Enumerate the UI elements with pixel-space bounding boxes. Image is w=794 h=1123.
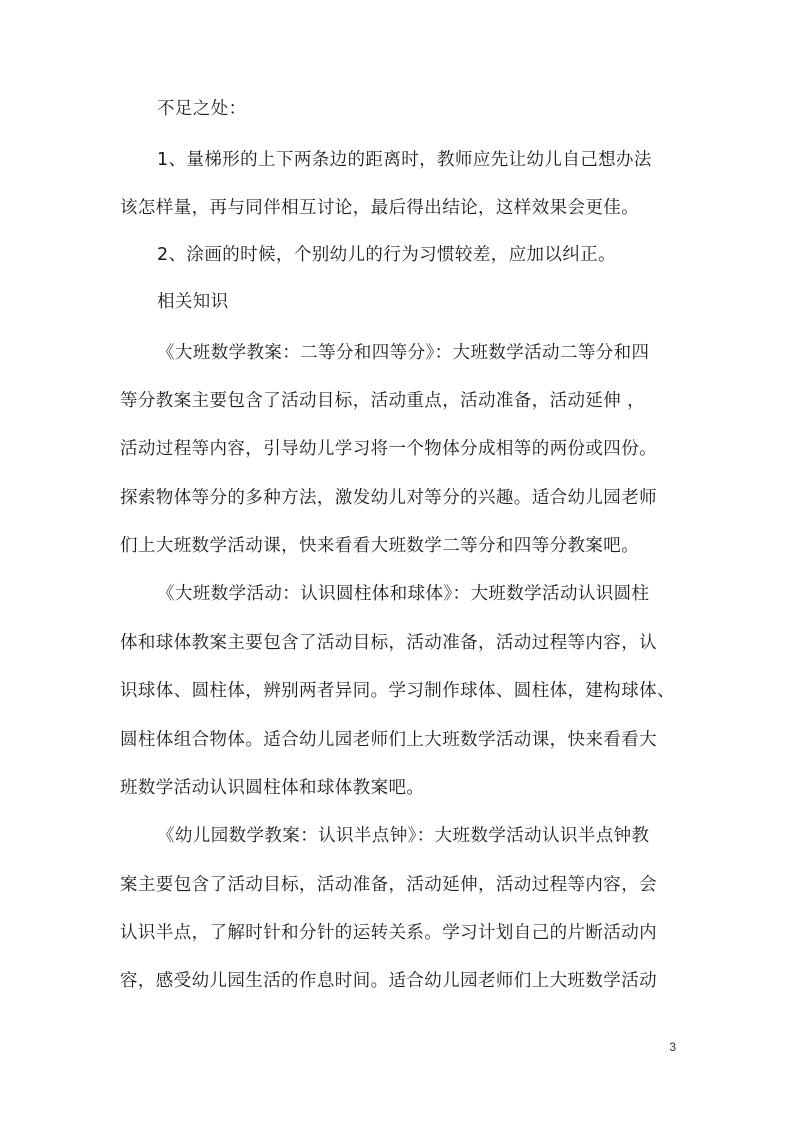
page-number: 3 bbox=[669, 1040, 676, 1054]
text-line: 不足之处： bbox=[157, 99, 247, 119]
text-line: 识球体、圆柱体，辨别两者异同。学习制作球体、圆柱体，建构球体、 bbox=[120, 681, 675, 701]
text-line: 《大班数学教案：二等分和四等分》：大班数学活动二等分和四 bbox=[157, 343, 650, 363]
text-line: 《大班数学活动：认识圆柱体和球体》：大班数学活动认识圆柱 bbox=[157, 584, 650, 604]
section-heading: 相关知识 bbox=[157, 292, 229, 312]
text-line: 体和球体教案主要包含了活动目标，活动准备，活动过程等内容，认 bbox=[120, 633, 657, 653]
text-line: 圆柱体组合物体。适合幼儿园老师们上大班数学活动课，快来看看大 bbox=[120, 730, 657, 750]
text-line: 案主要包含了活动目标，活动准备，活动延伸，活动过程等内容，会 bbox=[120, 875, 657, 895]
text-line: 班数学活动认识圆柱体和球体教案吧。 bbox=[120, 778, 425, 798]
text-line: 活动过程等内容，引导幼儿学习将一个物体分成相等的两份或四份。 bbox=[120, 439, 657, 459]
text-line: 《幼儿园数学教案：认识半点钟》：大班数学活动认识半点钟教 bbox=[157, 826, 650, 846]
text-line: 探索物体等分的多种方法，激发幼儿对等分的兴趣。适合幼儿园老师 bbox=[120, 488, 657, 508]
text-line: 们上大班数学活动课，快来看看大班数学二等分和四等分教案吧。 bbox=[120, 536, 640, 556]
text-line: 1、量梯形的上下两条边的距离时，教师应先让幼儿自己想办法 bbox=[157, 150, 652, 170]
text-line: 等分教案主要包含了活动目标，活动重点，活动准备，活动延伸 ， bbox=[120, 391, 646, 411]
text-line: 认识半点，了解时针和分针的运转关系。学习计划自己的片断活动内 bbox=[120, 923, 657, 943]
text-line: 2、涂画的时候，个别幼儿的行为习惯较差，应加以纠正。 bbox=[157, 245, 617, 265]
text-line: 容，感受幼儿园生活的作息时间。适合幼儿园老师们上大班数学活动 bbox=[120, 971, 657, 991]
text-line: 该怎样量，再与同伴相互讨论，最后得出结论，这样效果会更佳。 bbox=[120, 198, 640, 218]
